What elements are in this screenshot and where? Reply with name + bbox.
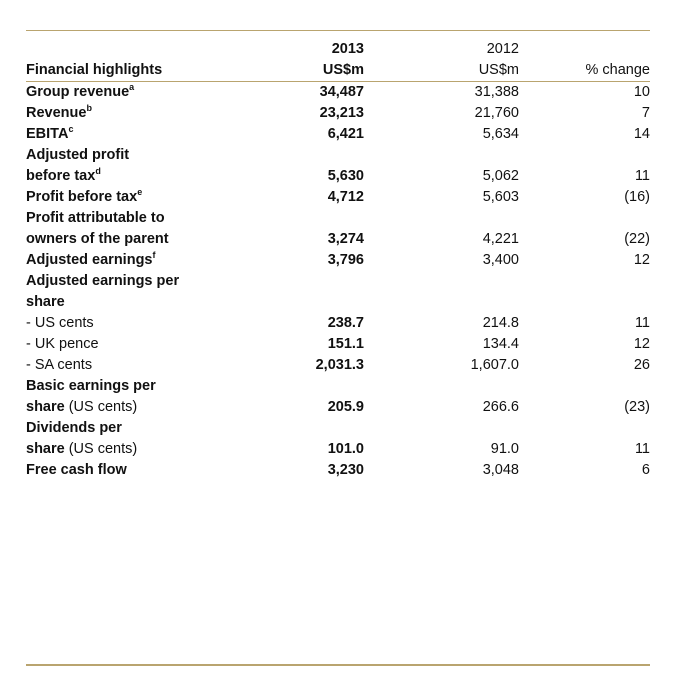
table-header-row xyxy=(26,33,650,82)
row-label-text: - UK pence xyxy=(26,336,99,352)
header-change: % change xyxy=(585,62,650,78)
value-2013: 205.9 xyxy=(327,399,364,415)
row-label-text: Group revenue xyxy=(26,84,130,100)
row-label-text: Adjusted earnings xyxy=(26,252,153,268)
value-2012: 266.6 xyxy=(482,399,519,415)
value-2013: 2,031.3 xyxy=(315,357,364,373)
row-label-text: Adjusted profit before tax xyxy=(26,147,130,184)
value-change: 11 xyxy=(634,315,650,331)
footnote-marker: e xyxy=(137,187,143,197)
value-change: 26 xyxy=(633,357,650,373)
row-label xyxy=(26,460,259,481)
table-row xyxy=(26,376,650,418)
table-row xyxy=(26,250,650,271)
table-row xyxy=(26,208,650,250)
header-2013 xyxy=(259,33,364,82)
row-label-text: Basic earnings per share xyxy=(26,378,156,415)
value-change: (16) xyxy=(624,189,650,205)
value-change: 12 xyxy=(633,252,650,268)
table-row xyxy=(26,460,650,481)
row-label xyxy=(26,313,259,334)
value-change: (22) xyxy=(624,231,650,247)
row-label xyxy=(26,376,259,418)
value-change: 14 xyxy=(633,126,650,142)
value-change: 11 xyxy=(634,168,650,184)
value-2012: 134.4 xyxy=(482,336,519,352)
row-label xyxy=(26,187,259,208)
row-label xyxy=(26,271,259,313)
row-label-text: Free cash flow xyxy=(26,462,127,478)
value-2012: 21,760 xyxy=(474,105,519,121)
value-2013: 151.1 xyxy=(327,336,364,352)
footnote-marker: d xyxy=(95,166,101,176)
table-row xyxy=(26,313,650,334)
footnote-marker: f xyxy=(152,250,156,260)
value-2013: 4,712 xyxy=(327,189,364,205)
row-label-unit: (US cents) xyxy=(64,399,138,415)
value-2012: 31,388 xyxy=(474,84,519,100)
value-change xyxy=(519,271,650,313)
value-2013: 3,230 xyxy=(327,462,364,478)
row-label xyxy=(26,208,259,250)
row-label-text: - SA cents xyxy=(26,357,93,373)
row-label-text: Profit attributable to owners of the parent xyxy=(26,210,169,247)
footnote-marker: b xyxy=(86,103,92,113)
footnote-marker: c xyxy=(68,124,74,134)
value-2012: 91.0 xyxy=(490,441,519,457)
value-2013: 238.7 xyxy=(327,315,364,331)
row-label xyxy=(26,145,259,187)
value-2012: 5,062 xyxy=(482,168,519,184)
value-2012: 5,603 xyxy=(482,189,519,205)
row-label-text: - US cents xyxy=(26,315,94,331)
table-row xyxy=(26,355,650,376)
row-label-text: Adjusted earnings per share xyxy=(26,273,180,310)
value-change: 6 xyxy=(641,462,650,478)
header-2012-year: 2012 xyxy=(486,41,519,57)
value-2013: 5,630 xyxy=(327,168,364,184)
row-label xyxy=(26,103,259,124)
header-2012-unit: US$m xyxy=(478,62,519,78)
row-label xyxy=(26,334,259,355)
value-2013: 23,213 xyxy=(319,105,364,121)
table-row xyxy=(26,103,650,124)
row-label xyxy=(26,250,259,271)
header-2013-year: 2013 xyxy=(331,41,364,57)
value-2013: 101.0 xyxy=(327,441,364,457)
table-row xyxy=(26,418,650,460)
row-label-text: Profit before tax xyxy=(26,189,138,205)
row-label xyxy=(26,418,259,460)
value-2012: 214.8 xyxy=(482,315,519,331)
top-rule xyxy=(26,30,650,31)
table-row xyxy=(26,124,650,145)
row-label-text: Revenue xyxy=(26,105,87,121)
row-label xyxy=(26,355,259,376)
value-2012: 4,221 xyxy=(482,231,519,247)
value-change: 7 xyxy=(641,105,650,121)
header-2013-unit: US$m xyxy=(322,62,364,78)
table-row xyxy=(26,82,650,104)
value-2013: 3,274 xyxy=(327,231,364,247)
financial-highlights-table xyxy=(26,33,650,481)
value-2013: 6,421 xyxy=(327,126,364,142)
footnote-marker: a xyxy=(129,82,135,92)
value-2012 xyxy=(364,271,519,313)
header-label: Financial highlights xyxy=(26,62,163,78)
value-2012: 1,607.0 xyxy=(470,357,519,373)
value-2012: 3,048 xyxy=(482,462,519,478)
table-row xyxy=(26,145,650,187)
value-2012: 3,400 xyxy=(482,252,519,268)
row-label-text: Dividends per share xyxy=(26,420,122,457)
table-row xyxy=(26,334,650,355)
value-2013 xyxy=(259,271,364,313)
value-2013: 3,796 xyxy=(327,252,364,268)
row-label xyxy=(26,82,259,104)
row-label-text: EBITA xyxy=(26,126,69,142)
header-2012 xyxy=(364,33,519,82)
row-label xyxy=(26,124,259,145)
value-2012: 5,634 xyxy=(482,126,519,142)
value-change: 11 xyxy=(634,441,650,457)
table-row xyxy=(26,187,650,208)
row-label-unit: (US cents) xyxy=(64,441,138,457)
value-change: (23) xyxy=(624,399,650,415)
value-2013: 34,487 xyxy=(319,84,364,100)
bottom-rule xyxy=(26,664,650,666)
value-change: 12 xyxy=(633,336,650,352)
value-change: 10 xyxy=(633,84,650,100)
table-row xyxy=(26,271,650,313)
